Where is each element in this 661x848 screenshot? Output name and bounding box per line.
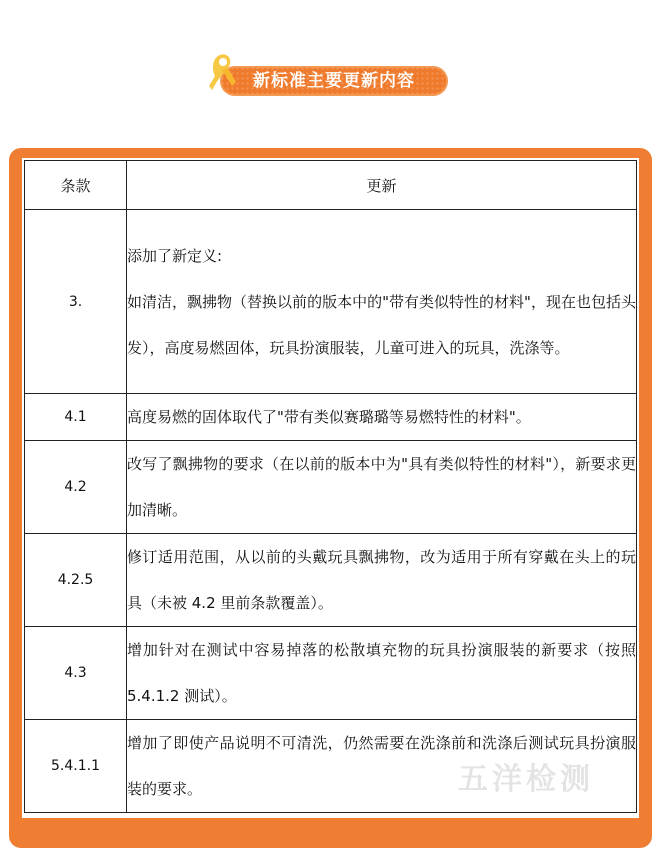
table-row [25, 534, 637, 627]
update-line: 修订适用范围，从以前的头戴玩具飘拂物，改为适用于所有穿戴在头上的玩具（未被 4.2 里前条款覆盖）。 [127, 548, 636, 612]
table-row [25, 441, 637, 534]
clause-cell: 4.3 [25, 627, 127, 720]
ribbon-icon [206, 52, 242, 92]
update-cell [127, 441, 637, 534]
clause-cell: 4.2.5 [25, 534, 127, 627]
clause-cell: 5.4.1.1 [25, 720, 127, 813]
update-line: 改写了飘拂物的要求（在以前的版本中为"具有类似特性的材料"），新要求更加清晰。 [127, 455, 636, 519]
update-line: 如清洁，飘拂物（替换以前的版本中的"带有类似特性的材料"，现在也包括头发），高度易燃固体，玩具扮演服装，儿童可进入的玩具，洗涤等。 [127, 292, 636, 357]
header-clause: 条款 [25, 161, 127, 210]
table-row [25, 210, 637, 394]
header-update: 更新 [127, 161, 637, 210]
update-cell [127, 534, 637, 627]
update-line: 高度易燃的固体取代了"带有类似赛璐璐等易燃特性的材料"。 [127, 408, 531, 426]
update-line: 增加针对在测试中容易掉落的松散填充物的玩具扮演服装的新要求（按照 5.4.1.2 测试）。 [127, 641, 636, 705]
updates-table [24, 160, 637, 813]
update-cell [127, 627, 637, 720]
table-row [25, 627, 637, 720]
clause-cell: 4.1 [25, 394, 127, 441]
update-line: 增加了即使产品说明不可清洗，仍然需要在洗涤前和洗涤后测试玩具扮演服装的要求。 [127, 734, 636, 798]
banner-pill [220, 66, 448, 96]
update-line: 添加了新定义: [127, 246, 223, 265]
watermark: 五洋检测 [458, 762, 594, 797]
table-header-row [25, 161, 637, 210]
clause-cell: 3. [25, 210, 127, 394]
clause-cell: 4.2 [25, 441, 127, 534]
section-banner [206, 52, 456, 98]
banner-title: 新标准主要更新内容 [253, 71, 415, 91]
table-row [25, 394, 637, 441]
update-cell [127, 210, 637, 394]
update-cell [127, 394, 637, 441]
